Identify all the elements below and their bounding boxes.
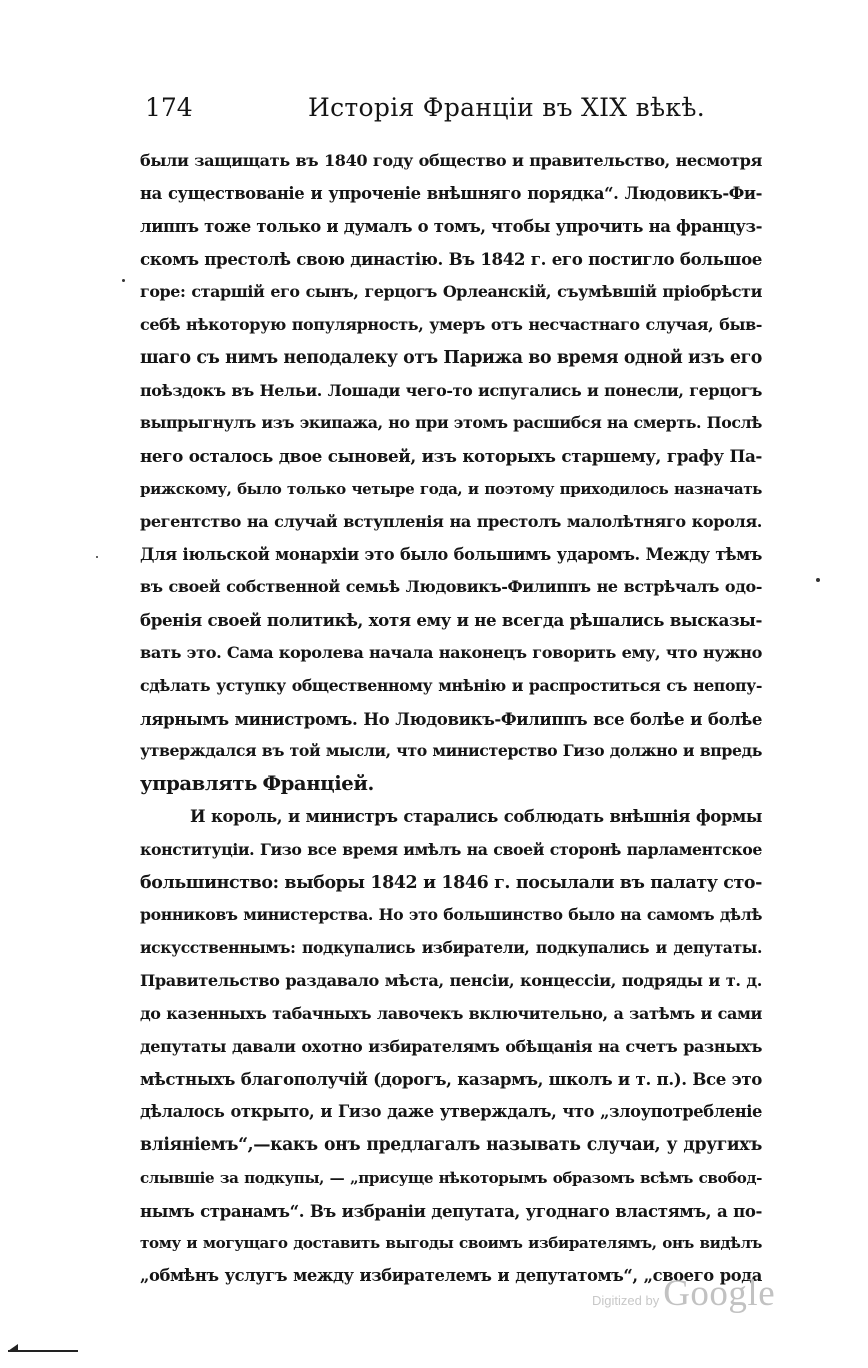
page-number: 174	[145, 93, 193, 122]
text-line: на существованіе и упроченіе внѣшняго порядка“. Людовикъ-Фи-	[140, 183, 762, 203]
google-logo: Google	[663, 1273, 776, 1314]
text-line: были защищать въ 1840 году общество и правительство, несмотря	[140, 151, 762, 170]
text-line: слывшіе за подкупы, — „присуще нѣкоторымъ образомъ всѣмъ свобод-	[140, 1168, 762, 1187]
text-line: конституціи. Гизо все время имѣлъ на своей сторонѣ парламентское	[140, 839, 762, 859]
text-line: горе: старшій его сынъ, герцогъ Орлеанскій, съумѣвшій пріобрѣсти	[140, 282, 762, 302]
text-line: искусственнымъ: подкупались избиратели, подкупались и депутаты.	[140, 938, 762, 958]
running-head: Исторія Франціи въ XIX вѣкѣ.	[308, 93, 705, 122]
text-line: бренія своей политикѣ, хотя ему и не всегда рѣшались высказы-	[140, 610, 762, 631]
paragraph-1	[140, 145, 762, 801]
text-line: шаго съ нимъ неподалеку отъ Парижа во время одной изъ его	[140, 347, 762, 368]
watermark-prefix: Digitized by	[592, 1293, 660, 1308]
print-speck	[122, 279, 125, 282]
text-line: выпрыгнулъ изъ экипажа, но при этомъ расшибся на смерть. Послѣ	[140, 413, 762, 433]
text-line: „обмѣнъ услугъ между избирателемъ и депутатомъ“, „своего рода	[140, 1266, 762, 1286]
text-line: лярнымъ министромъ. Но Людовикъ-Филиппъ все болѣе и болѣе	[140, 708, 762, 729]
text-line: липпъ тоже только и думалъ о томъ, чтобы упрочить на француз-	[140, 216, 762, 236]
text-line: ронниковъ министерства. Но это большинство было на самомъ дѣлѣ	[140, 905, 762, 925]
text-line: нымъ странамъ“. Въ избраніи депутата, угоднаго властямъ, а по-	[140, 1200, 762, 1221]
text-line: Для іюльской монархіи это было большимъ ударомъ. Между тѣмъ	[140, 544, 762, 564]
text-line: вать это. Сама королева начала наконецъ говорить ему, что нужно	[140, 642, 762, 662]
text-line: тому и могущаго доставить выгоды своимъ избирателямъ, онъ видѣлъ	[140, 1234, 762, 1253]
text-line: него осталось двое сыновей, изъ которыхъ старшему, графу Па-	[140, 446, 762, 467]
text-line: депутаты давали охотно избирателямъ обѣщанія на счетъ разныхъ	[140, 1036, 762, 1056]
body-text	[140, 145, 762, 1293]
paragraph-2	[140, 801, 762, 1293]
print-speck	[96, 556, 98, 558]
text-line: дѣлалось открыто, и Гизо даже утверждалъ, что „злоупотребленіе	[140, 1102, 762, 1122]
text-line: рижскому, было только четыре года, и поэтому приходилось назначать	[140, 479, 762, 498]
text-line: до казенныхъ табачныхъ лавочекъ включительно, а затѣмъ и сами	[140, 1003, 762, 1023]
text-line: мѣстныхъ благополучій (дорогъ, казармъ, школъ и т. п.). Все это	[140, 1069, 762, 1090]
text-line: управлять Франціей.	[140, 772, 374, 796]
text-line: Правительство раздавало мѣста, пенсіи, концессіи, подряды и т. д.	[140, 970, 762, 990]
print-speck	[816, 578, 820, 582]
text-line: И король, и министръ старались соблюдать внѣшнія формы	[190, 806, 762, 826]
text-line: поѣздокъ въ Нельи. Лошади чего-то испугались и понесли, герцогъ	[140, 380, 762, 400]
text-line: регентство на случай вступленія на престолъ малолѣтняго короля.	[140, 511, 762, 531]
text-line: большинство: выборы 1842 и 1846 г. посылали въ палату сто-	[140, 872, 762, 893]
text-line: сдѣлать уступку общественному мнѣнію и распроститься съ непопу-	[140, 675, 762, 695]
text-line: въ своей собственной семьѣ Людовикъ-Филиппъ не встрѣчалъ одо-	[140, 577, 762, 597]
scan-edge-line	[8, 1350, 78, 1352]
text-line: вліяніемъ“,—какъ онъ предлагалъ называть случаи, у другихъ	[140, 1134, 762, 1155]
digitized-by-google-watermark	[592, 1272, 775, 1315]
text-line: утверждался въ той мысли, что министерство Гизо должно и впредь	[140, 741, 762, 761]
text-line: скомъ престолѣ свою династію. Въ 1842 г. его постигло большое	[140, 249, 762, 270]
text-line: себѣ нѣкоторую популярность, умеръ отъ несчастнаго случая, быв-	[140, 314, 762, 334]
